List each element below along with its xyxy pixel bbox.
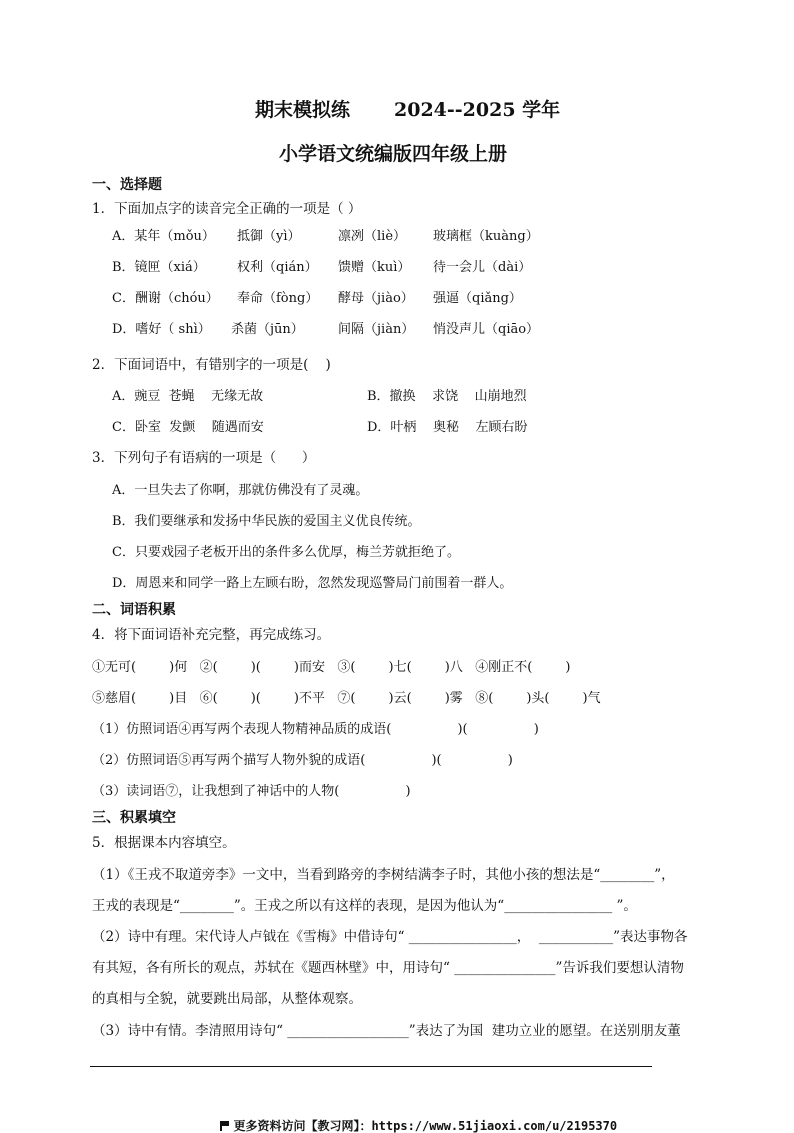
flag-icon — [220, 1121, 229, 1131]
q3-option-c: C．只要戏园子老板开出的条件多么优厚，梅兰芳就拒绝了。 — [112, 545, 460, 560]
q1-option-d-3: 间隔（jiàn） — [338, 322, 415, 337]
q5-part1-line2: 王戎的表现是“________”。王戎之所以有这样的表现，是因为他认为“________________ ”。 — [92, 898, 637, 914]
q4-subquestion-2: （2）仿照词语⑤再写两个描写人物外貌的成语( )( ) — [92, 753, 513, 768]
q1-option-c-2: 奉命（fòng） — [237, 291, 319, 306]
q1-option-b-3: 馈赠（kuì） — [338, 260, 411, 275]
q4-idiom-line-2: ⑤慈眉( )目 ⑥( )( )不平 ⑦( )云( )雾 ⑧( )头( )气 — [92, 691, 601, 706]
footer-text: 更多资料访问【教习网】：https://www.51jiaoxi.com/u/2195370 — [233, 1119, 618, 1133]
question-1-stem: 1．下面加点字的读音完全正确的一项是（ ） — [92, 201, 362, 217]
bottom-divider — [90, 1066, 652, 1067]
q5-part3-line1: （3）诗中有情。李清照用诗句“ __________________”表达了为国 建功立业的愿望。在送别朋友董 — [92, 1023, 681, 1039]
q3-option-b: B．我们要继承和发扬中华民族的爱国主义优良传统。 — [112, 514, 421, 529]
q2-option-c: C．卧室 发颤 随遇而安 — [112, 420, 264, 435]
question-5-stem: 5．根据课本内容填空。 — [92, 835, 236, 851]
q1-option-b-2: 权利（qián） — [237, 260, 318, 275]
q4-subquestion-1: （1）仿照词语④再写两个表现人物精神品质的成语( )( ) — [92, 722, 539, 737]
q1-option-a-3: 凛冽（liè） — [338, 229, 407, 244]
q2-option-d: D．叶柄 奥秘 左顾右盼 — [367, 420, 528, 435]
q1-option-a-2: 抵御（yì） — [237, 229, 301, 244]
q2-option-a: A．豌豆 苍蝇 无缘无故 — [112, 389, 264, 404]
question-2-stem: 2．下面词语中，有错别字的一项是( ) — [92, 357, 331, 373]
page-subtitle: 小学语文统编版四年级上册 — [279, 143, 508, 165]
q1-option-b-4: 待一会儿（dài） — [433, 260, 532, 275]
q1-option-d-4: 悄没声儿（qiāo） — [433, 322, 540, 337]
section-heading-choice: 一、选择题 — [92, 177, 162, 193]
q5-part1-line1: （1）《王戎不取道旁李》一文中，当看到路旁的李树结满李子时，其他小孩的想法是“________”， — [92, 867, 675, 883]
section-heading-vocabulary: 二、词语积累 — [92, 602, 176, 618]
q1-option-d-2: 杀菌（jūn） — [231, 322, 304, 337]
q1-option-b-1: B．镜匣（xiá） — [112, 260, 206, 275]
q1-option-c-4: 强逼（qiǎng） — [433, 291, 522, 306]
question-4-stem: 4．将下面词语补充完整，再完成练习。 — [92, 627, 331, 643]
q1-option-c-1: C．酬谢（chóu） — [112, 291, 219, 306]
q3-option-d: D．周恩来和同学一路上左顾右盼，忽然发现巡警局门前围着一群人。 — [112, 576, 513, 591]
title-left: 期末模拟练 — [255, 99, 351, 121]
footer-link[interactable] — [206, 1108, 617, 1132]
q1-option-d-1: D．嗜好（ shì） — [112, 322, 211, 337]
question-3-stem: 3．下列句子有语病的一项是（ ） — [92, 450, 316, 466]
q3-option-a: A．一旦失去了你啊，那就仿佛没有了灵魂。 — [112, 483, 369, 498]
q1-option-a-1: A．某年（mǒu） — [112, 229, 215, 244]
section-heading-fill-in: 三、积累填空 — [92, 810, 176, 826]
q4-idiom-line-1: ①无可( )何 ②( )( )而安 ③( )七( )八 ④刚正不( ) — [92, 660, 571, 675]
q4-subquestion-3: （3）读词语⑦，让我想到了神话中的人物( ) — [92, 784, 411, 799]
q1-option-c-3: 酵母（jiào） — [338, 291, 414, 306]
q2-option-b: B．撤换 求饶 山崩地烈 — [367, 389, 527, 404]
q5-part2-line3: 的真相与全貌，就要跳出局部，从整体观察。 — [92, 991, 362, 1007]
title-right: 2024--2025 学年 — [394, 99, 561, 121]
q5-part2-line1: （2）诗中有理。宋代诗人卢钺在《雪梅》中借诗句“ ________________， ___________”表达事物各 — [92, 929, 688, 945]
q5-part2-line2: 有其短，各有所长的观点，苏轼在《题西林壁》中，用诗句“ _______________”告诉我们要想认清物 — [92, 960, 684, 976]
q1-option-a-4: 玻璃框（kuàng） — [433, 229, 539, 244]
